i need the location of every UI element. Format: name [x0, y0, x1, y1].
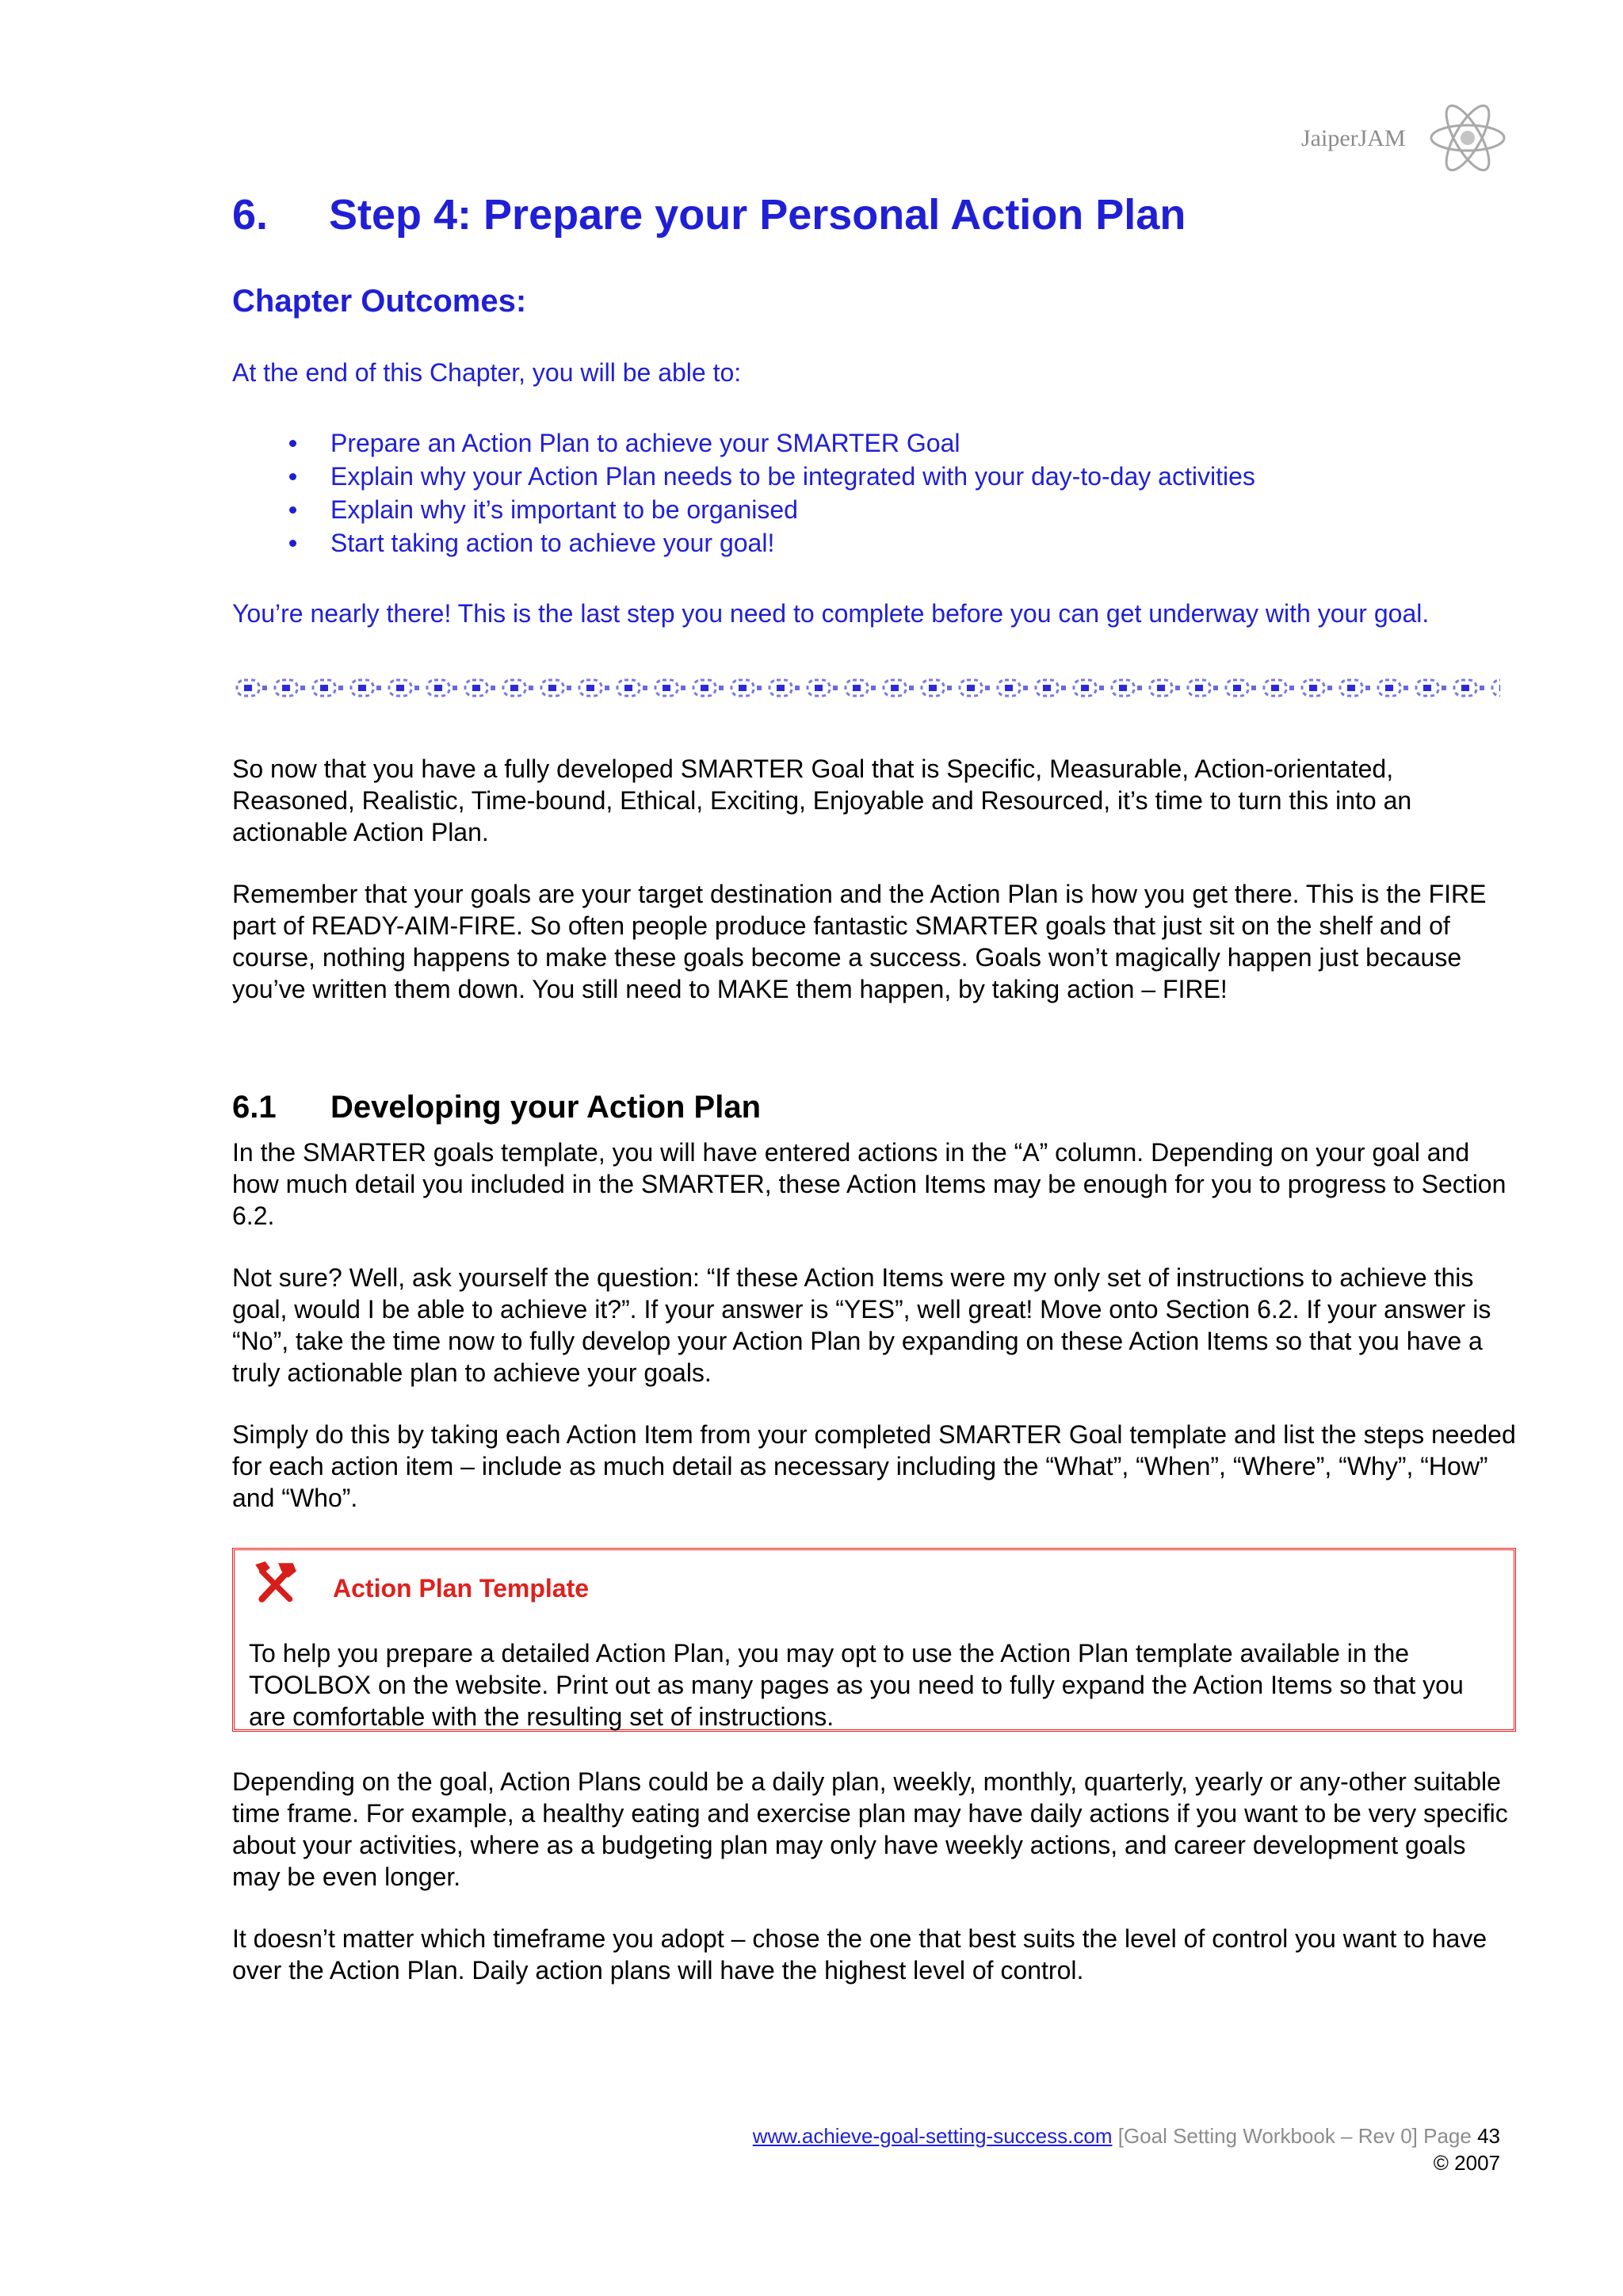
list-item [232, 526, 1255, 560]
list-item-text: Prepare an Action Plan to achieve your SMARTER Goal [330, 429, 960, 457]
list-item-text: Start taking action to achieve your goal! [330, 529, 775, 557]
logo-text: JaiperJAM [1301, 125, 1406, 151]
jaiperjam-logo [1301, 103, 1507, 174]
copyright: © 2007 [1433, 2151, 1500, 2175]
bullet-icon [289, 440, 296, 447]
list-item-text: Explain why your Action Plan needs to be integrated with your day-to-day activities [330, 462, 1255, 491]
list-item [232, 426, 1255, 460]
section-heading [232, 1090, 761, 1125]
bullet-icon [289, 540, 296, 547]
outcomes-heading: Chapter Outcomes: [232, 284, 527, 319]
section-paragraph: In the SMARTER goals template, you will have entered actions in the “A” column. Depending on your goal and how much detail you included in the SMARTER, these Action Items may be enough for you to progress to Section 6.2. [232, 1138, 1507, 1230]
atom-icon [1426, 103, 1509, 173]
list-item-text: Explain why it’s important to be organised [330, 495, 798, 524]
bullet-icon [289, 506, 296, 514]
body-paragraph: Depending on the goal, Action Plans could be a daily plan, weekly, monthly, quarterly, yearly or any-other suitable time frame. For example, a healthy eating and exercise plan may have daily actions if you want to be very specific about your activities, where as a budgeting plan may only have weekly actions, and career development goals may be even longer. [232, 1767, 1508, 1891]
bullet-icon [289, 473, 296, 480]
chapter-title [232, 190, 1186, 239]
callout-text: To help you prepare a detailed Action Plan, you may opt to use the Action Plan template available in the TOOLBOX on the website. Print out as many pages as you need to fully expand the Action Items so that you are comfortable with the resulting set of instructions. [249, 1639, 1464, 1731]
page-number: 43 [1477, 2124, 1500, 2148]
chapter-title-text: Step 4: Prepare your Personal Action Plan [329, 191, 1186, 239]
list-item [232, 460, 1255, 493]
chapter-number: 6. [232, 191, 269, 239]
body-paragraph: It doesn’t matter which timeframe you adopt – chose the one that best suits the level of control you want to have over the Action Plan. Daily action plans will have the highest level of control. [232, 1924, 1487, 1985]
outcomes-closing: You’re nearly there! This is the last step you need to complete before you can get underway with your goal. [232, 599, 1430, 628]
body-paragraph: Remember that your goals are your target destination and the Action Plan is how you get there. This is the FIRE part of READY-AIM-FIRE. So often people produce fantastic SMARTER goals that just sit on the shelf and of course, nothing happens to make these goals become a success. Goals won’t magically happen just because you’ve written them down. You still need to MAKE them happen, by taking action – FIRE! [232, 880, 1487, 1003]
outcomes-list [232, 426, 1255, 560]
decorative-divider [232, 675, 1500, 701]
section-paragraph: Not sure? Well, ask yourself the question: “If these Action Items were my only set of instructions to achieve this goal, would I be able to achieve it?”. If your answer is “YES”, well great! Move onto Section 6.2. If your answer is “No”, take the time now to fully develop your Action Plan by expanding on these Action Items so that you have a truly actionable plan to achieve your goals. [232, 1263, 1491, 1387]
section-paragraph: Simply do this by taking each Action Item from your completed SMARTER Goal template and list the steps needed for each action item – include as much detail as necessary including the “What”, “When”, “Where”, “Why”, “How” and “Who”. [232, 1420, 1516, 1512]
website-link[interactable]: www.achieve-goal-setting-success.com [752, 2124, 1113, 2148]
list-item [232, 493, 1255, 526]
callout-title: Action Plan Template [333, 1574, 590, 1603]
section-number: 6.1 [232, 1090, 277, 1125]
tool-callout-box [232, 1548, 1516, 1732]
outcomes-intro: At the end of this Chapter, you will be able to: [232, 358, 742, 387]
section-title: Developing your Action Plan [330, 1090, 762, 1125]
doc-reference: [Goal Setting Workbook – Rev 0] [1117, 2124, 1418, 2148]
page-label: Page [1423, 2124, 1472, 2148]
body-paragraph: So now that you have a fully developed SMARTER Goal that is Specific, Measurable, Action-orientated, Reasoned, Realistic, Time-bound, Ethical, Exciting, Enjoyable and Resourced, it’s time to turn this into an actionable Action Plan. [232, 755, 1412, 846]
tools-icon [250, 1558, 300, 1607]
page-footer [753, 2122, 1500, 2176]
